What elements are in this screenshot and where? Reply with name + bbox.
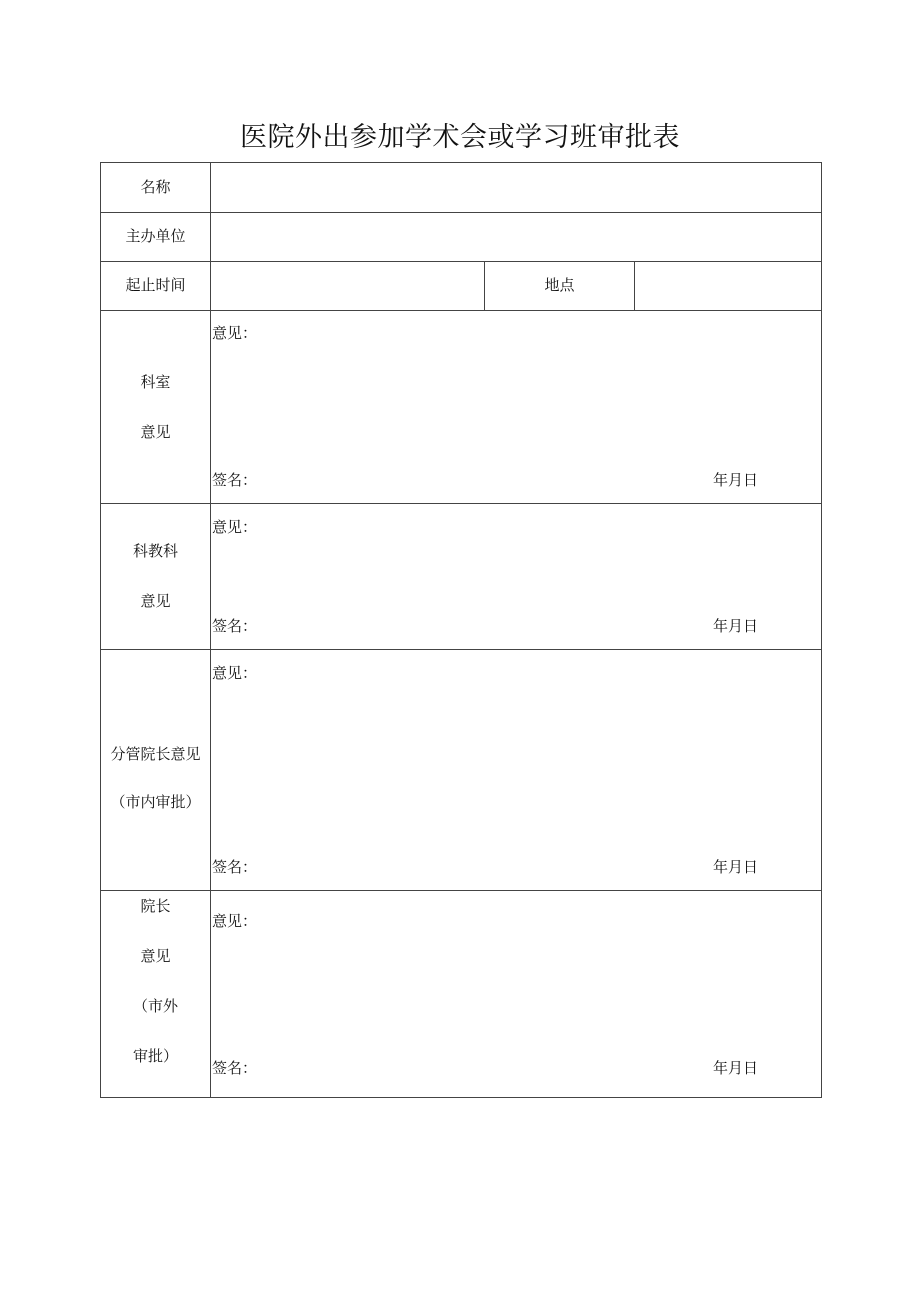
science-education-label-line-1: 科教科 — [132, 542, 178, 560]
president-opinion-field[interactable] — [211, 935, 821, 1053]
department-date-label: 年月日 — [713, 471, 759, 489]
period-label: 起止时间 — [125, 276, 186, 294]
location-label: 地点 — [544, 276, 575, 294]
science-education-label-line-2: 意见 — [140, 592, 171, 610]
vice-president-label-line-1: 分管院长意见 — [110, 745, 201, 763]
row-divider — [101, 649, 821, 650]
row-divider — [101, 503, 821, 504]
name-field[interactable] — [211, 163, 821, 212]
department-label-line-2: 意见 — [140, 423, 171, 441]
location-field[interactable] — [635, 262, 821, 310]
president-signature-label: 签名： — [212, 1059, 258, 1077]
row-divider — [101, 890, 821, 891]
president-label-line-1: 院长 — [140, 897, 171, 915]
science-education-opinion-label: 意见： — [212, 518, 258, 536]
vice-president-label-line-2: （市内审批） — [110, 793, 201, 811]
science-education-opinion-field[interactable] — [211, 541, 821, 611]
president-opinion-label: 意见： — [212, 912, 258, 930]
department-opinion-label: 意见： — [212, 324, 258, 342]
president-label-line-3: （市外 — [132, 997, 178, 1015]
president-date-label: 年月日 — [713, 1059, 759, 1077]
vice-president-date-label: 年月日 — [713, 858, 759, 876]
period-field[interactable] — [211, 262, 484, 310]
name-label: 名称 — [140, 178, 171, 196]
approval-form-table — [100, 162, 822, 1098]
row-divider — [101, 310, 821, 311]
department-opinion-field[interactable] — [211, 348, 821, 468]
vice-president-opinion-field[interactable] — [211, 687, 821, 852]
science-education-signature-label: 签名： — [212, 617, 258, 635]
president-label-line-2: 意见 — [140, 947, 171, 965]
president-label-line-4: 审批） — [132, 1047, 178, 1065]
science-education-date-label: 年月日 — [713, 617, 759, 635]
department-signature-label: 签名： — [212, 471, 258, 489]
department-label-line-1: 科室 — [140, 373, 171, 391]
vice-president-opinion-label: 意见： — [212, 664, 258, 682]
form-title: 医院外出参加学术会或学习班审批表 — [240, 122, 680, 153]
vice-president-signature-label: 签名： — [212, 858, 258, 876]
organizer-label: 主办单位 — [125, 227, 186, 245]
organizer-field[interactable] — [211, 213, 821, 261]
